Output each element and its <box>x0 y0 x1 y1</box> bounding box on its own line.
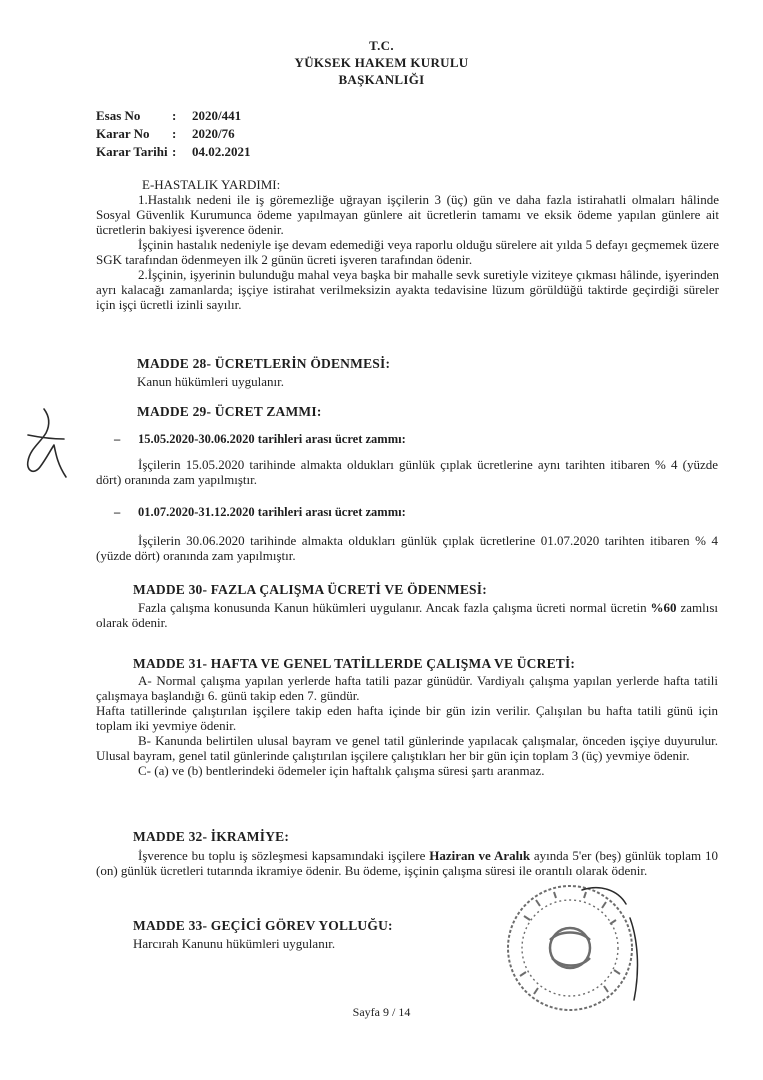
meta-colon: : <box>172 108 177 123</box>
madde-30-paragraph <box>96 600 718 630</box>
madde-30-title: MADDE 30- FAZLA ÇALIŞMA ÜCRETİ VE ÖDENMESİ: <box>133 582 487 597</box>
meta-esas <box>96 108 241 124</box>
meta-colon: : <box>172 126 177 141</box>
madde-30-text-b: zamlısı olarak ödenir. <box>96 600 718 630</box>
madde-30-text-a: Fazla çalışma konusunda Kanun hükümleri uygulanır. Ancak fazla çalışma ücreti normal ücretin <box>138 600 651 615</box>
madde-32-months: Haziran ve Aralık <box>429 848 531 863</box>
dash-marker: – <box>114 432 121 446</box>
section-e-paragraph-1: 1.Hastalık nedeni ile iş göremezliğe uğrayan işçilerin 3 (üç) gün ve daha fazla istirahatli olmaları hâlinde Sosyal Güvenlik Kurumunca ödeme yapılmayan günlere ait ücretlerin tamamı ve eksik ödeme yapılan günlere ait ücretlerin bakiyesi işverence ödenir. <box>96 192 719 237</box>
header-institution: YÜKSEK HAKEM KURULU <box>294 55 469 70</box>
madde-29-sub-1-text <box>96 457 718 487</box>
official-seal-icon <box>490 860 660 1030</box>
madde-29-sub-2-heading: 01.07.2020-31.12.2020 tarihleri arası ücret zammı: <box>138 505 406 519</box>
madde-32-title: MADDE 32- İKRAMİYE: <box>133 829 290 844</box>
madde-30-text <box>96 600 718 630</box>
meta-tarih-value: 04.02.2021 <box>192 144 251 159</box>
madde-32-text-a: İşverence bu toplu iş sözleşmesi kapsamındaki işçilere <box>138 848 430 863</box>
madde-30-percentage: %60 <box>650 600 677 615</box>
meta-esas-value: 2020/441 <box>192 108 242 123</box>
meta-tarih-label: Karar Tarihi <box>96 144 168 159</box>
madde-31-paragraph-b: B- Kanunda belirtilen ulusal bayram ve genel tatil günlerinde yapılacak çalışmalar, önceden işçiye duyurulur. Ulusal bayram, genel tatil günlerinde çalıştırılan işçilere çalıştıkları her bir gün için toplam 3 (üç) yevmiye ödenir. <box>96 733 718 763</box>
madde-29-title: MADDE 29- ÜCRET ZAMMI: <box>137 404 322 419</box>
madde-29-sub-2-title <box>114 505 406 520</box>
madde-29-sub-1-title <box>114 432 406 447</box>
meta-karar-label: Karar No <box>96 126 150 141</box>
header-department: BAŞKANLIĞI <box>338 72 425 87</box>
handwritten-mark-icon <box>20 405 72 485</box>
meta-karar <box>96 126 235 142</box>
madde-28-title: MADDE 28- ÜCRETLERİN ÖDENMESİ: <box>137 356 391 371</box>
madde-33-text: Harcırah Kanunu hükümleri uygulanır. <box>133 936 336 951</box>
section-e-paragraph-2: İşçinin hastalık nedeniyle işe devam edemediği veya raporlu olduğu sürelere ait yılda 5 defayı geçmemek üzere SGK tarafından ödenmeyen ilk 2 günün ücreti işveren tarafından ödenir. <box>96 237 719 267</box>
section-e-paragraph-3: 2.İşçinin, işyerinin bulunduğu mahal veya başka bir mahalle sevk suretiyle viziteye çıkması hâlinde, işyerinden ayrı kalacağı zamanlarda; işçiye istirahat verilmeksizin ayakta tedavisine lüzum görüldüğü taktirde geçirdiği süreler için işçi ücretli izinli sayılır. <box>96 267 719 312</box>
madde-29-sub-2-paragraph: İşçilerin 30.06.2020 tarihinde almakta oldukları günlük çıplak ücretlerine 01.07.2020 tarihten itibaren % 4 (yüzde dört) oranında zam yapılmıştır. <box>96 533 718 563</box>
dash-marker: – <box>114 505 121 519</box>
madde-31-body <box>96 673 718 778</box>
meta-colon: : <box>172 144 177 159</box>
madde-31-paragraph-c: C- (a) ve (b) bentlerindeki ödemeler için haftalık çalışma süresi şartı aranmaz. <box>138 763 545 778</box>
madde-32-text-b: ayında 5'er (beş) günlük toplam 10 (on) günlük ücretleri tutarında ikramiye ödenir. Bu ödeme, işçinin çalışma süresi ile orantılı olarak ödenir. <box>96 848 718 878</box>
header-tc: T.C. <box>369 38 394 53</box>
page-number: Sayfa 9 / 14 <box>352 1005 411 1019</box>
section-e <box>96 177 719 312</box>
madde-33-title: MADDE 33- GEÇİCİ GÖREV YOLLUĞU: <box>133 918 393 933</box>
madde-29-sub-1-paragraph: İşçilerin 15.05.2020 tarihinde almakta oldukları günlük çıplak ücretlerine aynı tarihten itibaren % 4 (yüzde dört) oranında zam yapılmıştır. <box>96 457 718 487</box>
madde-28-text: Kanun hükümleri uygulanır. <box>137 374 284 389</box>
meta-tarih <box>96 144 251 160</box>
madde-29-sub-1-heading: 15.05.2020-30.06.2020 tarihleri arası ücret zammı: <box>138 432 406 446</box>
meta-karar-value: 2020/76 <box>192 126 235 141</box>
madde-31-title: MADDE 31- HAFTA VE GENEL TATİLLERDE ÇALIŞMA VE ÜCRETİ: <box>133 656 576 671</box>
meta-esas-label: Esas No <box>96 108 141 123</box>
section-e-title: E-HASTALIK YARDIMI: <box>142 177 281 192</box>
madde-31-paragraph-a: A- Normal çalışma yapılan yerlerde hafta tatili pazar günüdür. Vardiyalı çalışma yapılan yerlerde hafta tatili çalışmaya başlandığı 6. günü takip eden 7. gündür. <box>96 673 718 703</box>
madde-31-paragraph-a2: Hafta tatillerinde çalıştırılan işçilere takip eden hafta içinde bir gün izin verilir. Çalışılan bu hafta tatili günü için toplam iki yevmiye ödenir. <box>96 703 718 733</box>
madde-29-sub-2-text <box>96 533 718 563</box>
